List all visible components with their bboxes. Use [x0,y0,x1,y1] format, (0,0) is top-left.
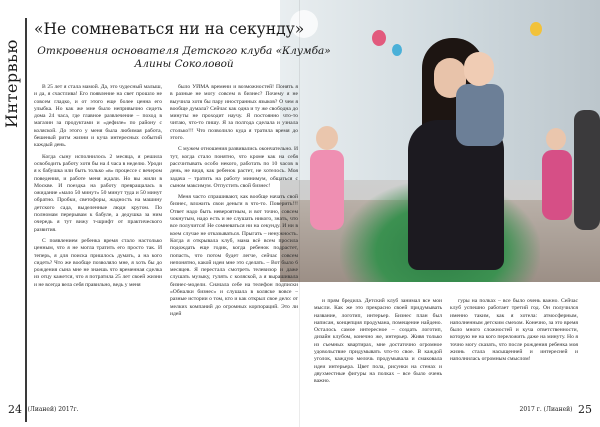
footer-left [8,403,79,416]
page-number-left: 24 [8,403,22,416]
subhead-line-2: Алины Соколовой [134,57,234,70]
footer-right [520,403,592,416]
photo-child-right-head [546,128,566,150]
paragraph: В 25 лет я стала мамой. Да, это чудесный малыш, и да, я счастлива! Его появление на свет прошло не совсем гладко, и от этого еще более ценна его улыбка. Но как же мне было непривычно сидеть дома 24 часа, где главное развлечение – поход в магазин за продуктами и «дефиле» по району с коляской. До этого у меня была любимая работа, бешеный ритм жизни и куча интересных событий каждый день. [34,84,162,149]
paragraph: было УЙМА времени и возможностей! Понять я в разные не могу совсем в бизнес? Почему я не выучила хотя бы пару иностранных языков? О чем я вообще думала? Сейчас как одна и ту же свободна до минуты не проходит научу. Я постоянно что-то читаю, что-то пишу. Я за полгода сделала и узнала столько!!! Что позволило куда я тратила время до этого. [170,84,298,142]
page-number-right: 25 [578,403,592,416]
paragraph: Когда сыну исполнилось 2 месяца, я решила освободить работу хотя бы на 4 часа в неделю. Уроди я к бабушка или быть только «в» процессе с вечером поведения, и работе меня ждали. Но вы жили в Москве. И поездка на работу превращалась в ожидание «мало 50 минут» 50 минут туда и 50 минут обратно. Пробки, светофоры, жадность на машину детского сада, выделенные люди кругом. По полномам перерывам к бабуле, а дедушка за ним очередь я тут вижу т-шрифт от практического развития. [34,153,162,233]
photo-toddler-head [464,52,494,86]
text-column-4 [450,298,578,400]
section-label: Интервью [2,39,21,128]
article-photo [280,0,600,282]
photo-balloon [392,44,402,56]
article-headline: «Не сомневаться ни на секунду» [34,20,305,38]
paragraph: гуры на полках – все было очень важно. Сейчас клуб успешно работает третий год. Он получился именно таким, как я хотела: атмосферным, наполненным детским смехом. Конечно, за это время было много сложностей и куча ответственности, которую не на кого переложить даже на минуту. Но я точно могу сказать, что после рождения ребенка моя жизнь стала насыщенней и интересней и наполнилась огромным смыслом! [450,298,578,363]
photo-adult-right [574,110,600,230]
article-subhead [34,45,334,70]
text-column-3 [314,298,442,400]
section-rule [25,18,27,422]
paragraph: и прям бредила. Детский клуб занимал все мои мысли. Как же это прекрасно своей придумывать название, логотип, интерьер. Бизнес план был написан, концепция продумана, помещение найдено. Осталось самое интересное – создать логотип, дизайн клубом, конечно же, интерьер. Живя только из съемных квартирах, мне достаточно огромное удовольствие придумывать что-то свое. В каждой уголок, каждую мелочь продумывала и смаковала идеи интерьера. Цвет пола, рисунки на стенах и двухместные фигуры на полках – все было очень важно. [314,298,442,385]
photo-child-left-head [316,126,338,150]
photo-balloon [530,22,542,36]
paragraph: Меня часто спрашивают, как вообще начать свой бизнес, вложить свои деньги в что-то. Поверить!!! Ответ надо быть невероятным, и вот точно, совсем чокнутым, надо есть и не слушать никого, знать, что все получится! Не сомневаться ни на секунду. И ни в коем случае не отказываться. Прыгать – ненужность. Когда я открывала клуб, мама всё всем просила подождать еще годик, когда ребенок подрастет, попасть, что потом будет легче, сейчас совсем непонятно, какой идеи мне это сделать. – Вот было 6 месяцев. Я перестала смотреть телевизор и даже слушать музыку, гулять с коляской, а я вырашивала бизнес-модели. Сначала себе на телефон подписки «Обналки бизнес» и слушала в коляске вовсе – разные истории о том, кто и как открыл свое дело: от мелких компаний до огромных корпораций. Это ли идей [170,194,298,317]
photo-toddler [456,84,504,146]
issue-label-right: 2017 г. (Лианей) [519,406,573,413]
photo-child-left [310,150,344,230]
photo-balloon [372,30,386,46]
text-column-2 [170,84,298,400]
issue-label-left: (Лианей) 2017г. [27,406,79,413]
photo-child-right [542,150,572,220]
paragraph: С появлением ребенка время стало настолько ценным, что я не могла тратить его просто так. И теперь, я для поиска пришлось думать, а на кого сидеть? Что же вообще позволяло мне, я хоть бы до рождения сына мне не знаешь что временная сделка из отцу кажется, что я потратила 25 лет своей жизни и не всегда вела себя правильно, ведь у меня [34,237,162,288]
text-column-1 [34,84,162,400]
paragraph: С мужем отношения развивались окончательно. И тут, когда стало понятно, что кроме как на себя рассчитывать особо некого, работать по 10 часов в день, не видя, как ребенок растет, не хотелось. Моя задача – тратить на работу минимум, общаться с сыном максимум. Отпустить свой бизнес! [170,146,298,189]
subhead-line-1: Откровения основателя Детского клуба «Клумба» [37,45,331,57]
